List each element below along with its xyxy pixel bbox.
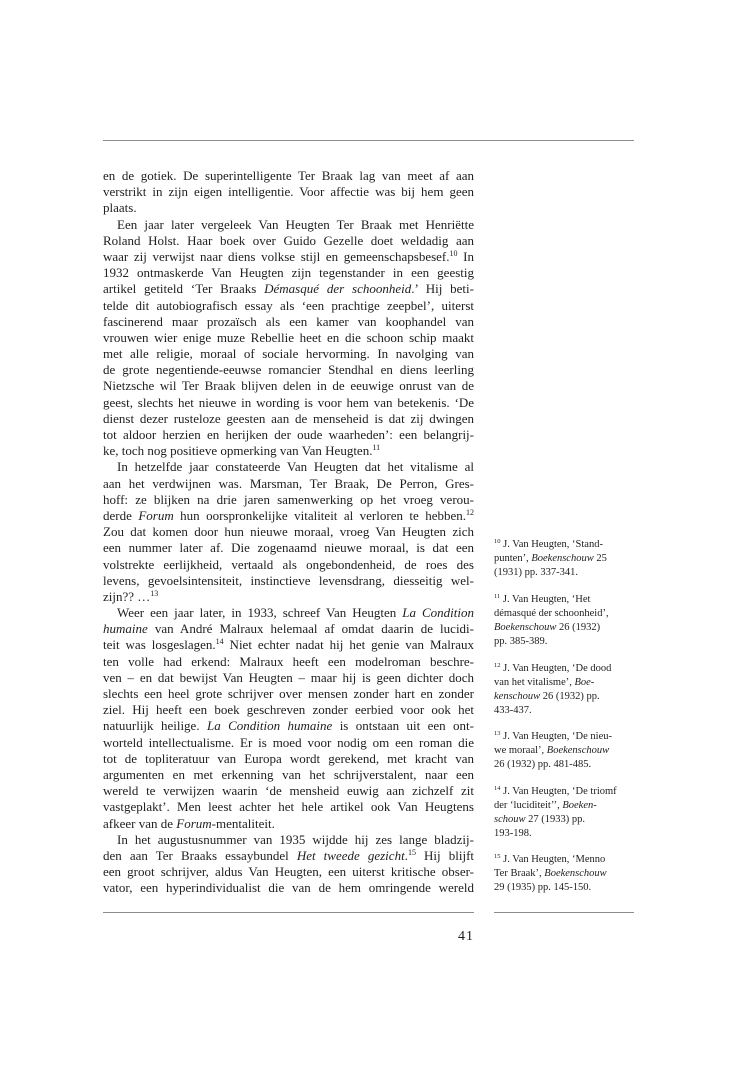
text-run: teit was losgeslagen. (103, 637, 216, 653)
text-run: zijn?? … (103, 588, 151, 604)
footnote-13 (494, 730, 634, 772)
footnote-reference: 15 (494, 853, 501, 860)
text-run: plaats. (103, 200, 137, 216)
text-run: een groot schrijver, aldus Van Heugten, een uiterst kritische obser- (103, 864, 474, 880)
footnote-line (494, 552, 634, 566)
text-run: argumenten en met erkenning van het schrijverstalent, naar een (103, 766, 474, 782)
text-run: 433-437. (494, 705, 532, 716)
text-line (103, 864, 474, 880)
footnote-reference: 11 (372, 443, 381, 453)
text-run: J. Van Heugten, ‘Menno (500, 854, 606, 865)
footnote-15 (494, 853, 634, 895)
text-run: J. Van Heugten, ‘Het (500, 594, 591, 605)
text-run: en de gotiek. De superintelligente Ter Braak lag van meet af aan (103, 168, 474, 183)
text-line (103, 605, 474, 621)
footnote-line (494, 867, 634, 881)
paragraph (103, 459, 474, 605)
paragraph (103, 168, 474, 217)
footnote-line (494, 744, 634, 758)
text-run: met alle religie, moraal of sociale hervorming. In navolging van (103, 346, 474, 362)
italic-run: schouw (494, 814, 526, 825)
italic-run: Boe- (574, 677, 595, 688)
text-line (103, 378, 474, 394)
text-line (103, 184, 474, 200)
italic-run: Boekenschouw (531, 553, 594, 564)
text-line (103, 848, 474, 864)
text-line (103, 443, 474, 459)
italic-run: Boeken- (562, 800, 597, 811)
text-line (103, 751, 474, 767)
text-run: In (457, 248, 474, 264)
italic-run: Forum (138, 507, 174, 523)
text-run: natuurlijk heilige. (103, 718, 207, 734)
text-line (103, 735, 474, 751)
text-line (103, 459, 474, 475)
footnote-reference: 11 (494, 593, 501, 600)
text-run: 193-198. (494, 828, 532, 839)
footnote-reference: 12 (466, 507, 475, 517)
text-run: we moraal’, (494, 745, 547, 756)
footnote-reference: 10 (494, 538, 501, 545)
text-run: levens, gevoelsintensiteit, instinctieve levensdrang, diesseitig wel- (103, 572, 474, 588)
text-run: 26 (1932) pp. 481-485. (494, 759, 592, 770)
paragraph (103, 832, 474, 897)
italic-run: Het tweede gezicht (296, 847, 405, 863)
text-line (103, 637, 474, 653)
footnote-line (494, 799, 634, 813)
text-line (103, 686, 474, 702)
page-number: 41 (458, 929, 474, 944)
text-run: ke, toch nog positieve opmerking van Van Heugten. (103, 443, 373, 459)
text-line (103, 654, 474, 670)
footnote-reference: 15 (407, 847, 416, 857)
text-run: vastgeplakt’. Men leest achter het hele artikel ook Van Heugtens (103, 799, 474, 815)
text-run: 25 (593, 553, 607, 564)
footnote-line (494, 690, 634, 704)
footnote-line (494, 827, 634, 841)
text-line (103, 476, 474, 492)
text-run: vrouwen wier enige muze Rebellie heet en die schoon schip maakt (103, 329, 474, 345)
footnote-line (494, 621, 634, 635)
text-run: Weer een jaar later, in 1933, schreef Van Heugten (117, 605, 403, 621)
text-run: 26 (1932) (556, 622, 601, 633)
text-run: dienst dezer rusteloze geesten aan de menseheid is dat zij dwingen (103, 410, 474, 426)
footnote-reference: 14 (215, 637, 224, 647)
text-run: ven – en dat bewijst Van Heugten – maar hij is geen dichter doch (103, 669, 474, 685)
paragraph (103, 217, 474, 460)
text-run: aan het verdwijnen was. Marsman, Ter Braak, De Perron, Gres- (103, 475, 474, 491)
text-run: -mentaliteit. (211, 815, 275, 831)
footnote-line (494, 758, 634, 772)
text-line (103, 718, 474, 734)
italic-run: humaine (103, 621, 148, 637)
footnote-line (494, 785, 634, 799)
italic-run: Démasqué der schoonheid (264, 281, 412, 297)
text-line (103, 589, 474, 605)
footnote-line (494, 676, 634, 690)
italic-run: Forum (176, 815, 212, 831)
text-run: wereld te verwijzen waarin ‘de mensheid euwig aan zichzelf zit (103, 783, 474, 799)
text-run: fascinerend maar prozaïsch als een kamer van koophandel van (103, 313, 474, 329)
text-run: hoff: ze blijken na drie jaren samenwerking op het vroeg verou- (103, 491, 474, 507)
text-line (103, 573, 474, 589)
text-line (103, 702, 474, 718)
text-run: ten volle had erkend: Malraux heeft een modelroman beschre- (103, 653, 474, 669)
footnote-line (494, 704, 634, 718)
text-run: punten’, (494, 553, 532, 564)
text-run: 27 (1933) pp. (525, 814, 585, 825)
paragraph (103, 605, 474, 832)
text-run: Zou dat komen door hun nieuwe moraal, vroeg Van Heugten zich (103, 524, 474, 540)
footnote-14 (494, 785, 634, 841)
text-line (103, 557, 474, 573)
italic-run: Boekenschouw (494, 622, 557, 633)
text-line (103, 767, 474, 783)
footnote-line (494, 730, 634, 744)
italic-run: La Condition (402, 605, 474, 621)
text-line (103, 832, 474, 848)
text-line (103, 330, 474, 346)
italic-run: Boekenschouw (546, 745, 610, 756)
text-line (103, 362, 474, 378)
text-run: een nummer later af. Die zogenaamd nieuwe moraal, is dat een (103, 540, 474, 556)
text-run: artikel getiteld ‘Ter Braaks (103, 281, 265, 297)
text-line (103, 395, 474, 411)
text-run: geest, slechts het nieuwe in wording is voor hem van betekenis. ‘De (103, 394, 474, 410)
text-line (103, 411, 474, 427)
text-run: Hij blijft (415, 847, 475, 863)
text-run: J. Van Heugten, ‘Stand- (500, 539, 603, 550)
text-run: van André Malraux helemaal af omdat daarin de lucidi- (147, 621, 474, 637)
text-line (103, 314, 474, 330)
text-line (103, 816, 474, 832)
text-run: J. Van Heugten, ‘De nieu- (500, 731, 612, 742)
text-run: ziel. Hij heeft een boek geschreven zonder eerbied voor ook het (103, 702, 474, 718)
footnote-line (494, 881, 634, 895)
text-run: Nietzsche wil Ter Braak blijven delen in de eeuwige onrust van de (103, 378, 474, 394)
text-line (103, 200, 474, 216)
top-rule (103, 140, 634, 141)
text-line (103, 281, 474, 297)
text-run: waar zij verwijst naar diens volkse stijl en gemeenschapsbesef. (103, 248, 450, 264)
text-line (103, 621, 474, 637)
footnote-10 (494, 538, 634, 580)
footnote-reference: 10 (449, 248, 458, 258)
footnote-line (494, 593, 634, 607)
footnote-reference: 14 (494, 785, 501, 792)
text-run: worteld intellectualisme. Er is moed voor nodig om een roman die (103, 734, 474, 750)
text-run: Een jaar later vergeleek Van Heugten Ter Braak met Henriëtte (117, 216, 474, 232)
bottom-rule-main (103, 912, 474, 913)
text-line (103, 249, 474, 265)
text-run: afkeer van de (103, 815, 177, 831)
italic-run: kenschouw (494, 691, 541, 702)
text-run: telde dit autobiografisch essay als ‘een prachtige zeepbel’, uiterst (103, 297, 474, 313)
body-text (103, 168, 474, 896)
text-line (103, 670, 474, 686)
text-run: démasqué der schoonheid’, (494, 608, 609, 619)
text-line (103, 217, 474, 233)
text-line (103, 265, 474, 281)
text-run: vator, een hyperindividualist die van de hem omringende wereld (103, 880, 474, 896)
text-run: derde (103, 507, 139, 523)
text-run: .’ Hij beti- (411, 281, 474, 297)
text-run: 1932 ontmaskerde Van Heugten zijn tegenstander in een geestig (103, 265, 474, 281)
text-run: J. Van Heugten, ‘De dood (500, 663, 612, 674)
text-run: 29 (1935) pp. 145-150. (494, 882, 592, 893)
text-line (103, 492, 474, 508)
footnote-12 (494, 662, 634, 718)
text-run: (1931) pp. 337-341. (494, 567, 578, 578)
footnote-line (494, 566, 634, 580)
text-run: pp. 385-389. (494, 636, 548, 647)
text-run: In hetzelfde jaar constateerde Van Heugten dat het vitalisme al (117, 459, 474, 475)
text-line (103, 799, 474, 815)
footnote-reference: 13 (494, 730, 501, 737)
footnote-line (494, 662, 634, 676)
text-run: . (404, 847, 408, 863)
footnote-line (494, 538, 634, 552)
text-line (103, 783, 474, 799)
text-run: Niet echter nadat hij het genie van Malraux (223, 637, 474, 653)
text-run: J. Van Heugten, ‘De triomf (500, 786, 617, 797)
italic-run: Boekenschouw (544, 868, 607, 879)
text-run: In het augustusnummer van 1935 wijdde hij zes lange bladzij- (117, 831, 474, 847)
text-run: verstrikt in zijn eigen intelligentie. Voor affectie was bij hem geen (103, 184, 474, 200)
text-run: tot de topliteratuur van Europa wordt gerekend, met kracht van (103, 750, 474, 766)
text-line (103, 880, 474, 896)
text-run: Roland Holst. Haar boek over Guido Gezelle doet weldadig aan (103, 232, 474, 248)
footnote-11 (494, 593, 634, 649)
footnote-line (494, 607, 634, 621)
footnote-reference: 13 (150, 588, 159, 598)
footnote-line (494, 813, 634, 827)
text-run: Ter Braak’, (494, 868, 545, 879)
text-run: de grote negentiende-eeuwse romancier Stendhal en diens leerling (103, 362, 474, 378)
text-run: is ontstaan uit een ont- (332, 718, 475, 734)
text-run: der ‘luciditeit’’, (494, 800, 563, 811)
text-run: van het vitalisme’, (494, 677, 575, 688)
footnote-line (494, 853, 634, 867)
text-run: 26 (1932) pp. (540, 691, 600, 702)
text-line (103, 540, 474, 556)
text-line (103, 233, 474, 249)
text-line (103, 508, 474, 524)
text-line (103, 524, 474, 540)
text-line (103, 168, 474, 184)
text-line (103, 427, 474, 443)
text-run: slechts een heel grote schrijver over mensen zonder hart en zonder (103, 686, 474, 701)
bottom-rule-notes (494, 912, 634, 913)
italic-run: La Condition humaine (206, 718, 333, 734)
text-run: tot aldoor herzien en herijken der oude waarheden’: een belangrij- (103, 427, 474, 442)
text-run: hun oorspronkelijke vitaliteit al verloren te hebben. (173, 507, 467, 523)
footnote-reference: 12 (494, 662, 501, 669)
text-run: den aan Ter Braaks essaybundel (103, 847, 297, 863)
text-line (103, 346, 474, 362)
text-run: volstrekte eerlijkheid, vertaald als ongebondenheid, de roes des (103, 556, 474, 572)
text-line (103, 298, 474, 314)
footnote-line (494, 635, 634, 649)
